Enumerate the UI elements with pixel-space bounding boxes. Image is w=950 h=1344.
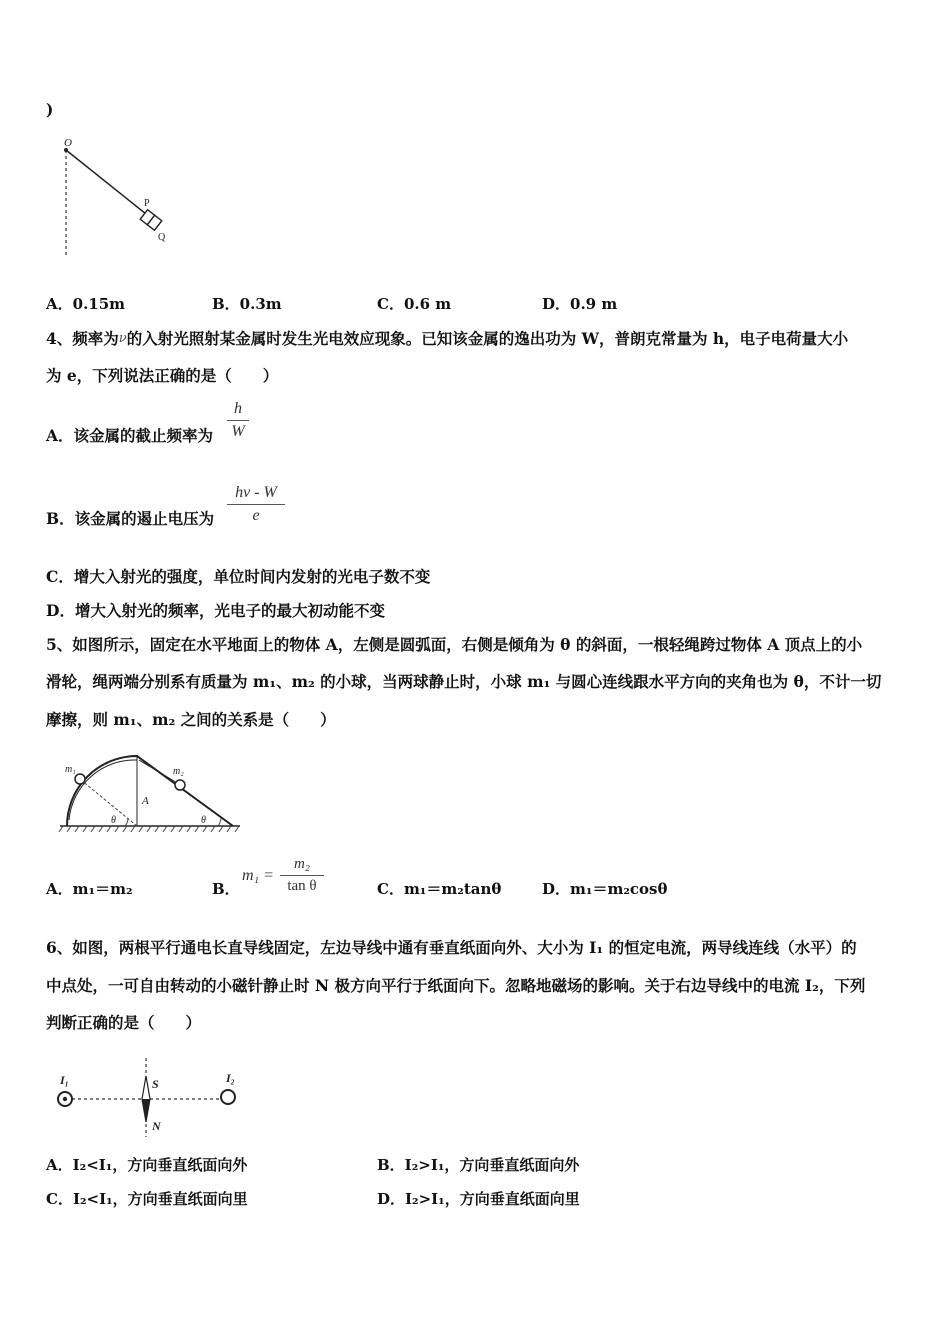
q5-b-fraction-bar	[280, 875, 324, 876]
label-m2: m₂	[173, 766, 184, 777]
compass-needle-n-half	[142, 1099, 150, 1122]
label-m1: m₁	[65, 764, 76, 775]
q5-option-b-lhs: m₁ =	[242, 867, 274, 884]
q6-option-b: B．I₂>I₁，方向垂直纸面向外	[377, 1156, 580, 1174]
q4-option-d: D．增大入射光的频率，光电子的最大初动能不变	[46, 601, 385, 620]
q4-line-1	[46, 329, 848, 349]
q4-nu-symbol: ν	[118, 331, 127, 346]
q5-b-denominator: tan θ	[287, 878, 317, 894]
q5-b-numerator: m₂	[293, 856, 311, 872]
q5-option-b-label: B．	[212, 880, 240, 898]
q5-option-c: C．m₁＝m₂tanθ	[377, 880, 502, 898]
wire-left-dot	[63, 1097, 67, 1101]
label-p: P	[144, 198, 150, 209]
q4-option-a-fraction	[227, 400, 249, 441]
label-i1: I₁	[60, 1073, 69, 1087]
label-i2: I₂	[226, 1071, 235, 1085]
label-theta-right: θ	[201, 815, 206, 826]
q4-option-c: C．增大入射光的强度，单位时间内发射的光电子数不变	[46, 567, 431, 586]
q4-b-numerator: hν - W	[235, 484, 277, 501]
string-line	[66, 150, 146, 214]
label-s: S	[152, 1077, 159, 1091]
q4-line-2: 为 e，下列说法正确的是（ ）	[46, 366, 279, 385]
q5-option-b-fraction	[280, 856, 324, 895]
label-a: A	[142, 795, 149, 807]
q5-option-a: A．m₁＝m₂	[46, 880, 133, 898]
ball-m2	[175, 780, 185, 790]
arc-rope	[69, 760, 137, 820]
q6-line-3: 判断正确的是（ ）	[46, 1013, 202, 1032]
q5-option-d: D．m₁＝m₂cosθ	[542, 880, 668, 898]
q4-b-denominator: e	[252, 507, 260, 524]
q3-option-c: C．0.6 m	[377, 295, 452, 313]
q3-option-d: D．0.9 m	[542, 295, 618, 313]
q4-option-b-label: B．该金属的遏止电压为	[46, 509, 215, 528]
figure-wires-compass	[50, 1052, 250, 1142]
radius-dashed-line	[81, 780, 137, 826]
q6-line-2: 中点处，一可自由转动的小磁针静止时 N 极方向平行于纸面向下。忽略地磁场的影响。关于右边导线中的电流 I₂，下列	[46, 976, 866, 995]
label-n: N	[152, 1119, 161, 1133]
theta-arc-left	[125, 818, 128, 826]
q3-option-b: B．0.3m	[212, 295, 282, 313]
theta-arc-right	[218, 818, 221, 826]
wire-right	[221, 1090, 235, 1104]
q4-option-a-label: A．该金属的截止频率为	[46, 426, 214, 445]
q4-line-1-post: 的入射光照射某金属时发生光电效应现象。已知该金属的逸出功为 W，普朗克常量为 h，电子电荷量大小	[126, 329, 849, 348]
q3-option-a: A．0.15m	[46, 295, 126, 313]
q4-a-numerator: h	[234, 400, 242, 417]
q4-a-denominator: W	[231, 423, 245, 440]
continuation-paren: )	[46, 100, 54, 119]
q4-line-1-pre: 4、频率为	[46, 329, 119, 348]
q4-a-fraction-bar	[227, 420, 249, 421]
label-q: Q	[158, 232, 166, 243]
q5-line-2: 滑轮，绳两端分别系有质量为 m₁、m₂ 的小球，当两球静止时，小球 m₁ 与圆心连线跟水平方向的夹角也为 θ，不计一切	[46, 672, 882, 691]
q4-b-fraction-bar	[227, 504, 285, 505]
q4-option-b-fraction	[227, 484, 285, 525]
q6-line-1: 6、如图，两根平行通电长直导线固定，左边导线中通有垂直纸面向外、大小为 I₁ 的恒定电流，两导线连线（水平）的	[46, 938, 857, 957]
figure-pendulum	[50, 130, 180, 260]
label-theta-left: θ	[111, 815, 116, 826]
ground-hatching	[59, 826, 239, 832]
label-o: O	[64, 137, 72, 149]
q6-option-d: D．I₂>I₁，方向垂直纸面向里	[377, 1190, 580, 1208]
q6-option-c: C．I₂<I₁，方向垂直纸面向里	[46, 1190, 248, 1208]
q6-option-a: A．I₂<I₁，方向垂直纸面向外	[46, 1156, 248, 1174]
figure-arc-incline	[55, 748, 245, 838]
q5-line-1: 5、如图所示，固定在水平地面上的物体 A，左侧是圆弧面，右侧是倾角为 θ 的斜面，一根轻绳跨过物体 A 顶点上的小	[46, 635, 863, 654]
q5-line-3: 摩擦，则 m₁、m₂ 之间的关系是（ ）	[46, 710, 336, 729]
ball-m1	[75, 774, 85, 784]
